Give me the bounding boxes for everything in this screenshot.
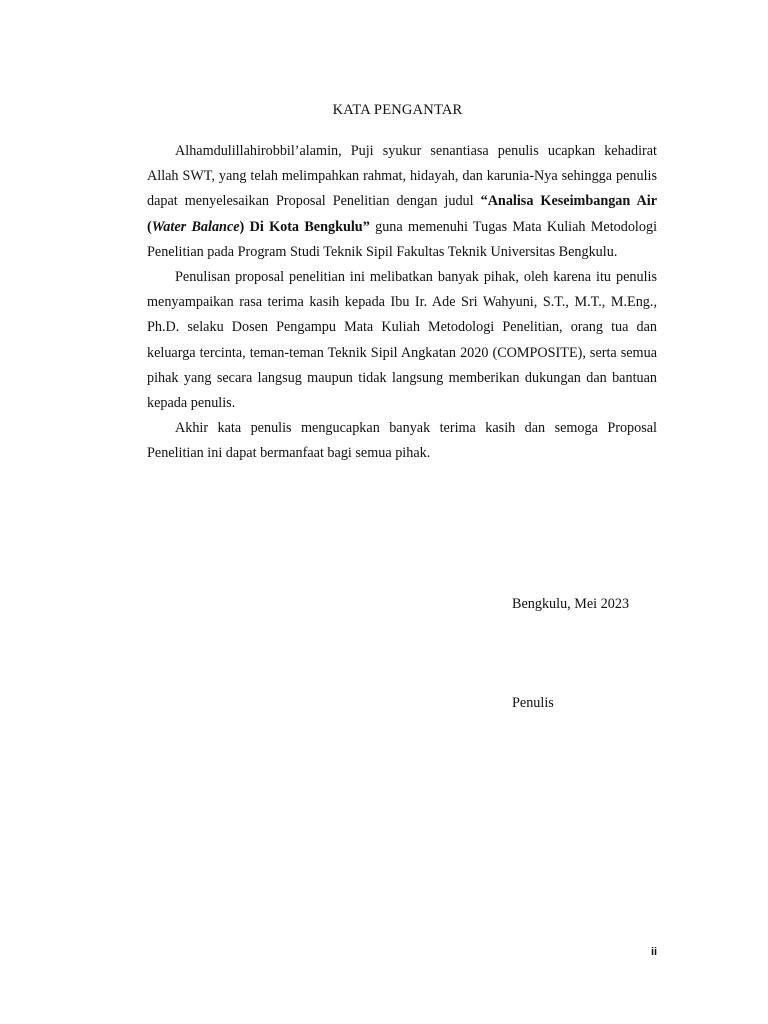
paragraph-3: Akhir kata penulis mengucapkan banyak terima kasih dan semoga Proposal Penelitian ini dapat bermanfaat bagi semua pihak. [147,420,657,462]
signature-label: Penulis [512,695,554,711]
page-title: KATA PENGANTAR [332,102,463,118]
paragraph-1 [147,139,657,265]
body-text [147,139,657,467]
paragraph-1-text-a: Alhamdulillahirobbil’alamin, Puji syukur senantiasa penulis ucapkan kehadirat Allah SWT, yang telah melimpahkan rahmat, hidayah, dan karunia-Nya sehingga penulis dapat menyelesaikan Proposal Penelitian dengan judul [147,143,657,210]
paragraph-2: Penulisan proposal penelitian ini melibatkan banyak pihak, oleh karena itu penulis menyampaikan rasa terima kasih kepada Ibu Ir. Ade Sri Wahyuni, S.T., M.T., M.Eng., Ph.D. selaku Dosen Pengampu Mata Kuliah Metodologi Penelitian, orang tua dan keluarga tercinta, teman-teman Teknik Sipil Angkatan 2020 (COMPOSITE), serta semua pihak yang secara langsug maupun tidak langsung memberikan dukungan dan bantuan kepada penulis. [147,269,657,412]
paragraph-1-title-italic: Water Balance [151,218,240,235]
paragraph-1-title-b: ) Di Kota Bengkulu” [239,218,370,235]
paragraph-1-title-a: “Analisa Keseimbangan Air ( [147,193,657,235]
page-number: ii [651,946,658,958]
paragraph-1-text-b: guna memenuhi Tugas Mata Kuliah Metodologi Penelitian pada Program Studi Teknik Sipil Fakultas Teknik Universitas Bengkulu. [147,218,658,260]
place-date: Bengkulu, Mei 2023 [512,596,630,612]
